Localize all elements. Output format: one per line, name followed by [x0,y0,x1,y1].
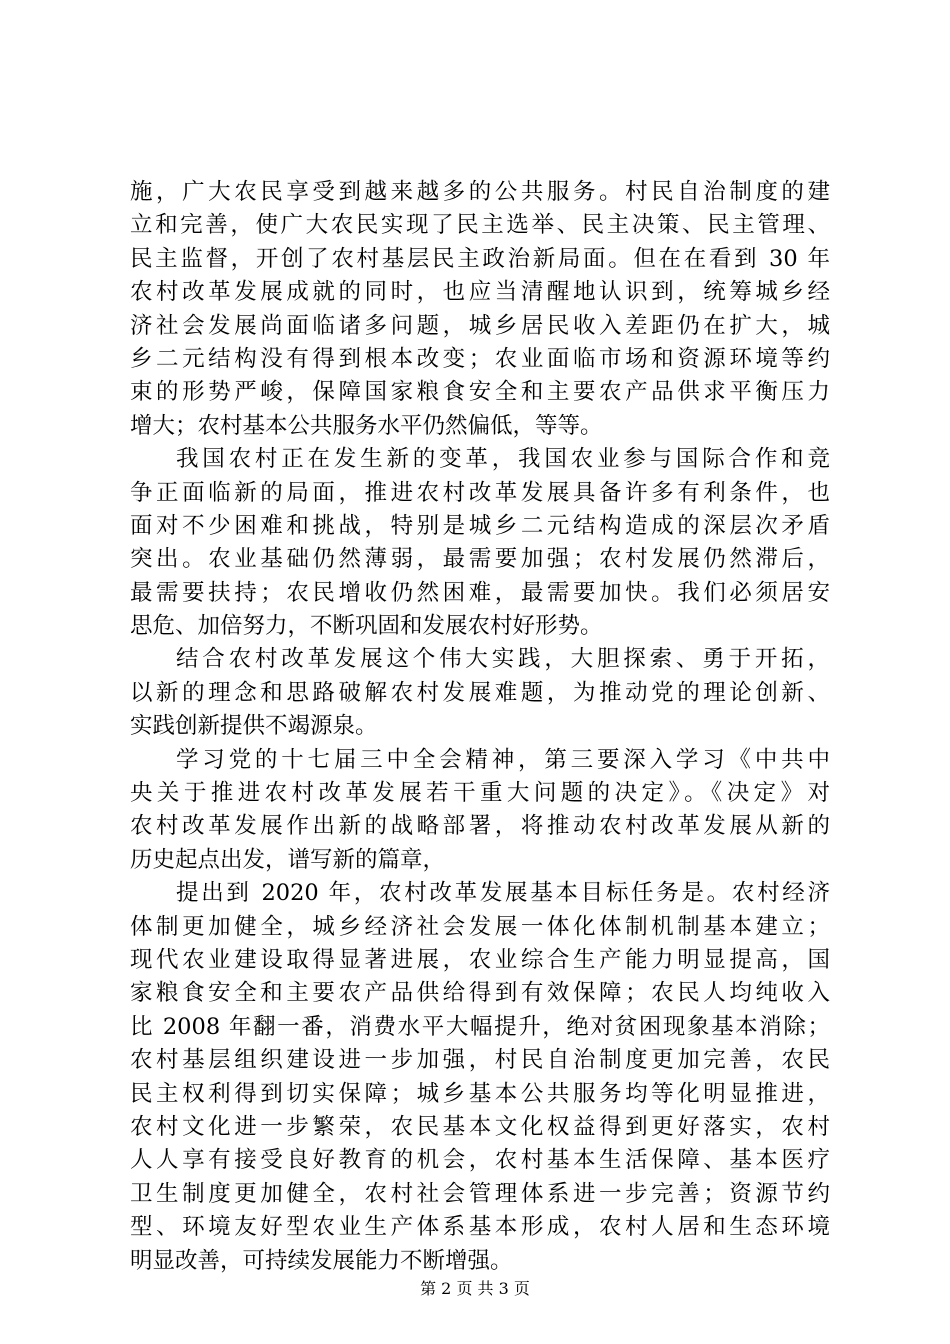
text-line: 学习党的十七届三中全会精神，第三要深入学习《中共中 [176,746,830,773]
text-line: 民主权利得到切实保障；城乡基本公共服务均等化明显推进， [130,1080,830,1107]
text-line: 历史起点出发，谱写新的篇章， [130,846,446,873]
text-line: 实践创新提供不竭源泉。 [130,713,378,740]
text-line: 最需要扶持；农民增收仍然困难，最需要加快。我们必须居安 [130,579,830,606]
text-line: 央关于推进农村改革发展若干重大问题的决定》。《决定》对 [130,780,830,807]
text-line: 农村改革发展作出新的战略部署，将推动农村改革发展从新的 [130,813,830,840]
text-line: 比 2008 年翻一番，消费水平大幅提升，绝对贫困现象基本消除； [130,1013,830,1040]
body-text [130,176,830,1278]
text-line: 结合农村改革发展这个伟大实践，大胆探索、勇于开拓， [176,646,830,673]
text-line: 农村基层组织建设进一步加强，村民自治制度更加完善，农民 [130,1047,830,1074]
text-line: 现代农业建设取得显著进展，农业综合生产能力明显提高，国 [130,946,830,973]
text-line: 型、环境友好型农业生产体系基本形成，农村人居和生态环境 [130,1214,830,1241]
text-line: 济社会发展尚面临诸多问题，城乡居民收入差距仍在扩大，城 [130,312,830,339]
text-line: 以新的理念和思路破解农村发展难题，为推动党的理论创新、 [130,679,830,706]
text-line: 增大；农村基本公共服务水平仍然偏低，等等。 [130,412,603,439]
page-number-label: 第 2 页 共 3 页 [420,1279,530,1298]
text-line: 束的形势严峻，保障国家粮食安全和主要农产品供求平衡压力 [130,379,830,406]
text-line: 面对不少困难和挑战，特别是城乡二元结构造成的深层次矛盾 [130,512,830,539]
text-line: 突出。农业基础仍然薄弱，最需要加强；农村发展仍然滞后， [130,546,830,573]
page-footer [0,1279,950,1299]
text-line: 人人享有接受良好教育的机会，农村基本生活保障、基本医疗 [130,1147,830,1174]
text-line: 农村改革发展成就的同时，也应当清醒地认识到，统筹城乡经 [130,279,830,306]
text-line: 乡二元结构没有得到根本改变；农业面临市场和资源环境等约 [130,345,830,372]
text-line: 农村文化进一步繁荣，农民基本文化权益得到更好落实，农村 [130,1113,830,1140]
text-line: 思危、加倍努力，不断巩固和发展农村好形势。 [130,613,603,640]
text-line: 卫生制度更加健全，农村社会管理体系进一步完善；资源节约 [130,1180,830,1207]
text-line: 提出到 2020 年，农村改革发展基本目标任务是。农村经济 [176,880,830,907]
text-line: 明显改善，可持续发展能力不断增强。 [130,1247,513,1274]
text-line: 我国农村正在发生新的变革，我国农业参与国际合作和竞 [176,446,830,473]
text-line: 民主监督，开创了农村基层民主政治新局面。但在在看到 30 年 [130,245,830,272]
text-line: 体制更加健全，城乡经济社会发展一体化体制机制基本建立； [130,913,830,940]
text-line: 家粮食安全和主要农产品供给得到有效保障；农民人均纯收入 [130,980,830,1007]
text-line: 争正面临新的局面，推进农村改革发展具备许多有利条件，也 [130,479,830,506]
text-line: 立和完善，使广大农民实现了民主选举、民主决策、民主管理、 [130,212,830,239]
text-line: 施，广大农民享受到越来越多的公共服务。村民自治制度的建 [130,179,830,205]
